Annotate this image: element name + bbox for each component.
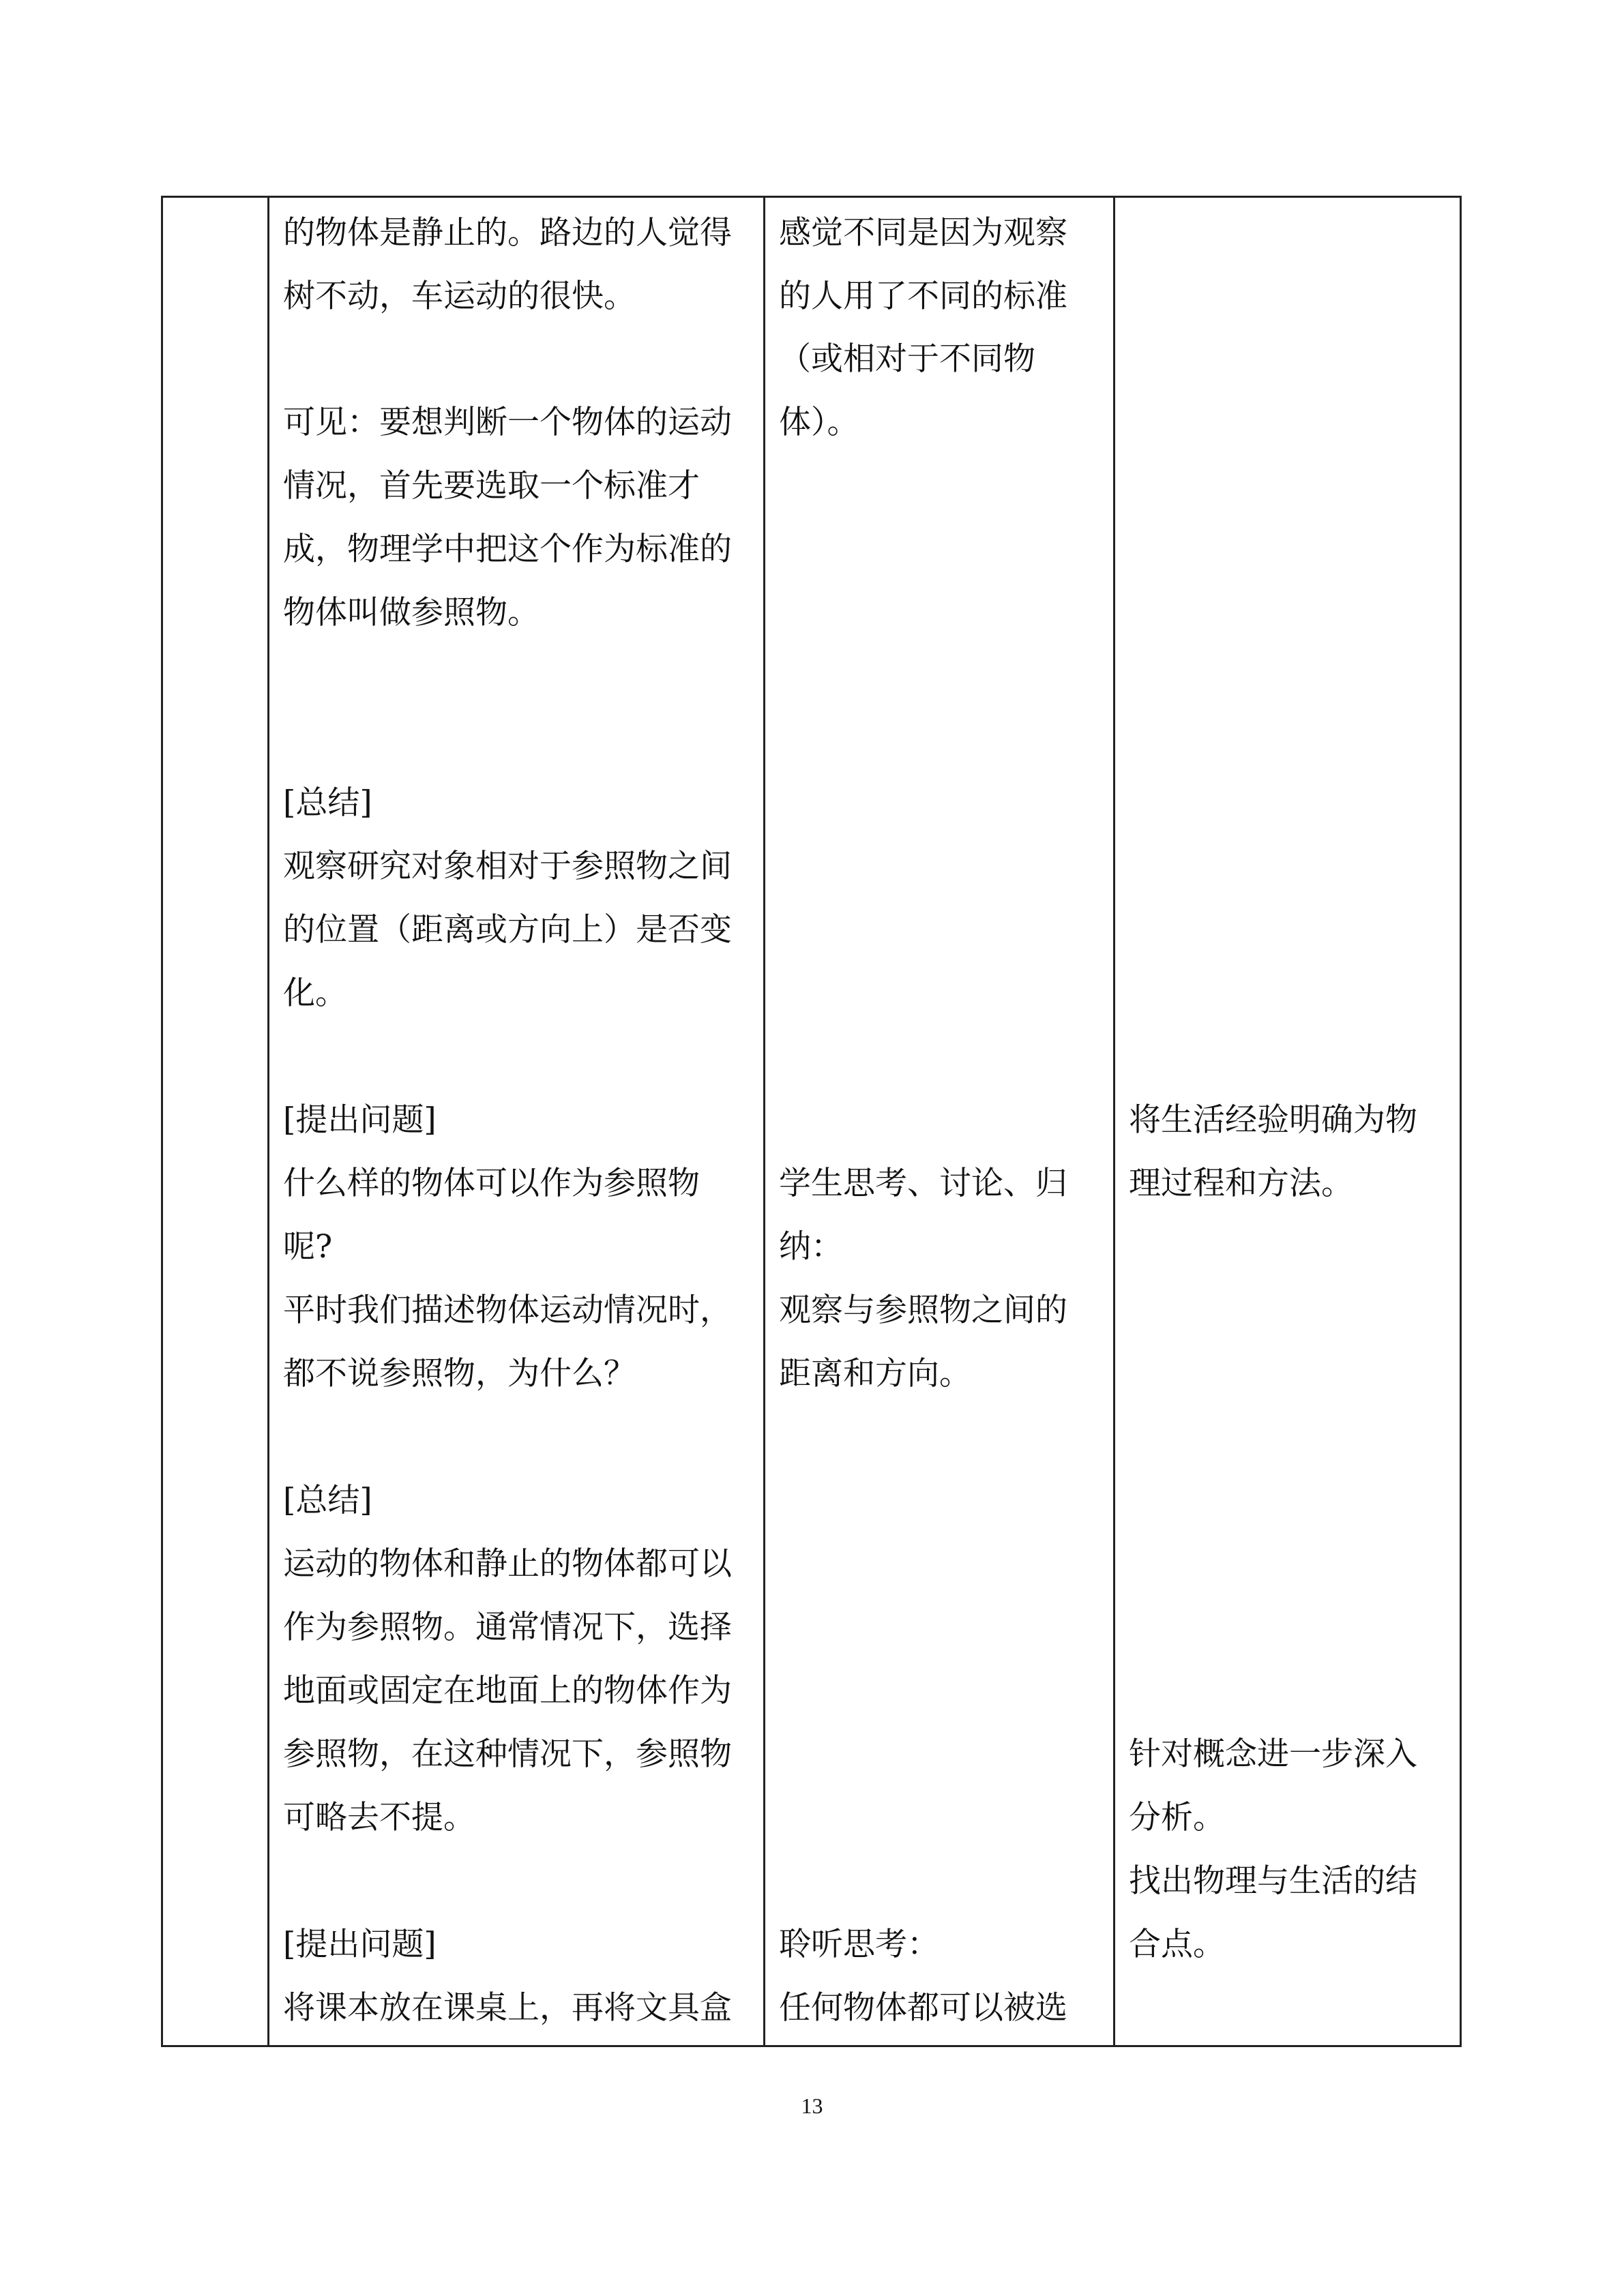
table-cell-line: 将课本放在课桌上，再将文具盒 — [283, 1989, 732, 2027]
table-cell-line: 呢? — [283, 1228, 333, 1266]
table-cell-line: 平时我们描述物体运动情况时， — [283, 1292, 732, 1329]
table-cell-line: 感觉不同是因为观察 — [779, 214, 1067, 252]
table-cell-line: 作为参照物。通常情况下，选择 — [283, 1609, 732, 1646]
table-cell-line: 学生思考、讨论、归 — [779, 1165, 1067, 1202]
table-cell-line: 距离和方向。 — [779, 1355, 971, 1392]
table-cell-line: （或相对于不同物 — [779, 340, 1035, 378]
table-cell-line: 可见：要想判断一个物体的运动 — [283, 404, 732, 441]
table-cell-line: 情况，首先要选取一个标准才 — [283, 467, 700, 505]
table-cell-line: 的人用了不同的标准 — [779, 278, 1067, 315]
section-heading: [总结] — [283, 1482, 372, 1519]
table-cell-line: 任何物体都可以被选 — [779, 1989, 1067, 2027]
table-cell-line: 的位置（距离或方向上）是否变 — [283, 911, 732, 949]
table-cell-line: 成，物理学中把这个作为标准的 — [283, 531, 732, 568]
table-cell-line: 物体叫做参照物。 — [283, 594, 540, 631]
table-cell-line: 化。 — [283, 974, 347, 1012]
table-cell-line: 分析。 — [1129, 1799, 1225, 1836]
table-cell-line: 观察与参照物之间的 — [779, 1292, 1067, 1329]
table-cell-line: 针对概念进一步深入 — [1129, 1735, 1417, 1773]
table-cell-line: 可略去不提。 — [283, 1799, 475, 1836]
section-heading: [提出问题] — [283, 1926, 437, 1963]
table-cell-line: 地面或固定在地面上的物体作为 — [283, 1672, 732, 1710]
table-cell-line: 将生活经验明确为物 — [1129, 1101, 1417, 1139]
column-divider — [763, 198, 765, 2045]
lesson-table — [161, 196, 1462, 2047]
table-cell-line: 找出物理与生活的结 — [1129, 1862, 1417, 1900]
column-divider — [1113, 198, 1115, 2045]
student-activity-column — [779, 198, 1106, 2045]
column-divider — [267, 198, 269, 2045]
table-cell-line: 纳： — [779, 1228, 843, 1266]
section-heading: [提出问题] — [283, 1101, 437, 1139]
table-cell-line: 什么样的物体可以作为参照物 — [283, 1165, 700, 1202]
table-cell-line: 参照物，在这种情况下，参照物 — [283, 1735, 732, 1773]
section-heading: [总结] — [283, 784, 372, 822]
design-intent-column — [1129, 198, 1456, 2045]
table-cell-line: 理过程和方法。 — [1129, 1165, 1353, 1202]
table-cell-line: 体）。 — [779, 404, 859, 441]
table-cell-line: 合点。 — [1129, 1926, 1225, 1963]
table-cell-line: 都不说参照物，为什么？ — [283, 1355, 636, 1392]
page-number: 13 — [801, 2093, 823, 2118]
table-cell-line: 树不动，车运动的很快。 — [283, 278, 636, 315]
table-cell-line: 运动的物体和静止的物体都可以 — [283, 1545, 732, 1583]
table-cell-line: 观察研究对象相对于参照物之间 — [283, 848, 732, 885]
table-cell-line: 聆听思考： — [779, 1926, 939, 1963]
teacher-activity-column — [283, 198, 754, 2045]
table-cell-line: 的物体是静止的。路边的人觉得 — [283, 214, 732, 252]
